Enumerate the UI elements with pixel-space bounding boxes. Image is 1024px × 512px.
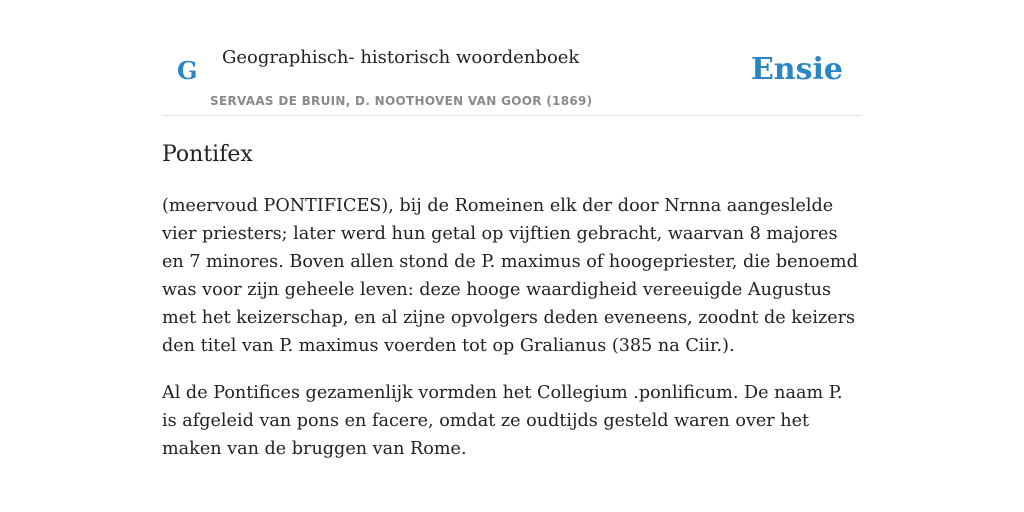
entry-paragraph: (meervoud PONTIFICES), bij de Romeinen elk der door Nrnna aangeslelde vier priesters; later werd hun getal op vijftien gebracht, waarvan 8 majores en 7 minores. Boven allen stond de P. maximus of hoogepriester, die benoemd was voor zijn geheele leven: deze hooge waardigheid vereeuigde Augustus met het keizerschap, en al zijne opvolgers deden eveneens, zoodnt de keizers den titel van P. maximus voerden tot op Gralianus (385 na Ciir.). — [162, 196, 858, 356]
book-authors: SERVAAS DE BRUIN, D. NOOTHOVEN VAN GOOR (1869) — [210, 94, 593, 108]
entry-title: Pontifex — [162, 142, 253, 167]
entry-paragraph: Al de Pontifices gezamenlijk vormden het Collegium .ponlificum. De naam P. is afgeleid van pons en facere, omdat ze oudtijds gesteld waren over het maken van de bruggen van Rome. — [162, 383, 843, 459]
book-header — [162, 0, 862, 116]
page — [162, 0, 862, 459]
book-letter-icon: G — [177, 56, 198, 85]
entry-body — [162, 192, 862, 482]
book-title-link[interactable]: Geographisch- historisch woordenboek — [222, 47, 580, 68]
ensie-logo-link[interactable]: Ensie — [750, 52, 843, 87]
